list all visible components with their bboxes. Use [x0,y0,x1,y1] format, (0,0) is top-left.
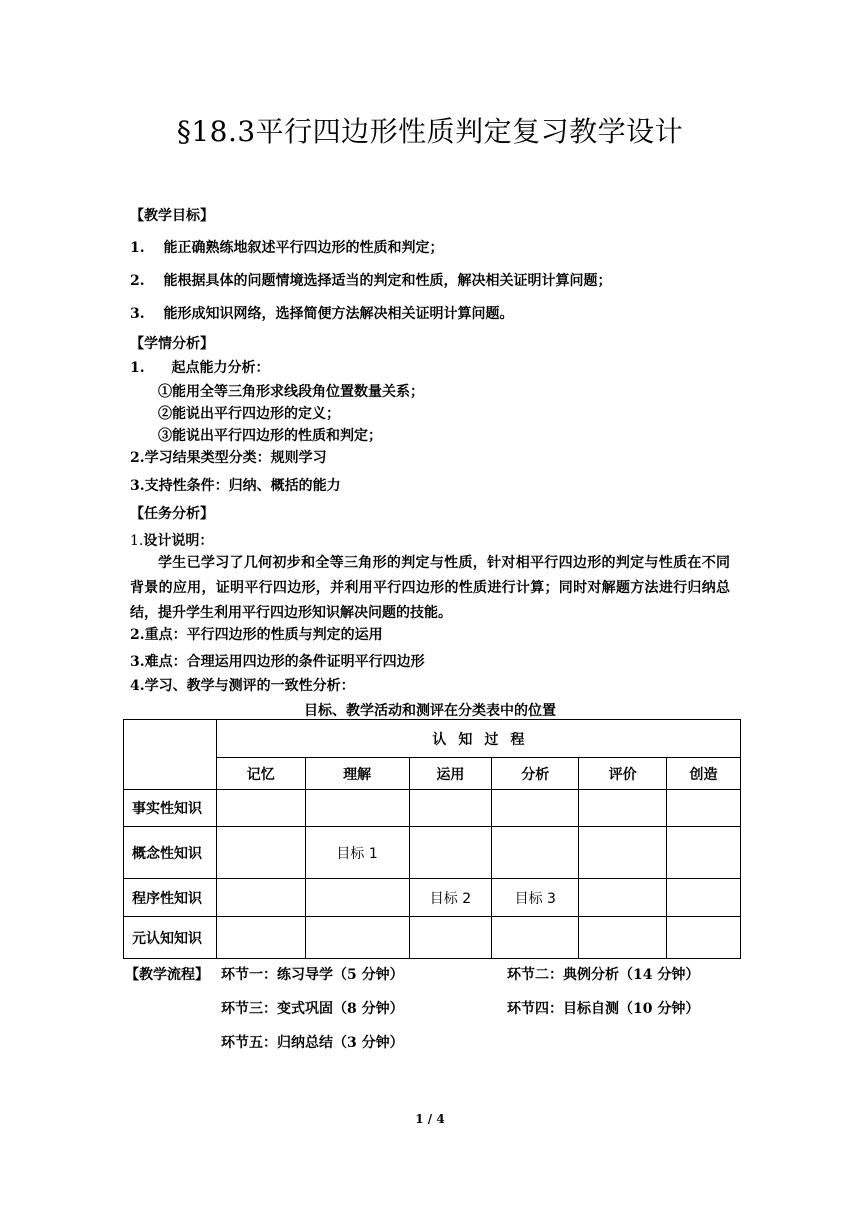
column-header: 分析 [492,758,579,790]
goal-text: 能根据具体的问题情境选择适当的判定和性质，解决相关证明计算问题； [163,273,612,289]
flow-step: 环节四：目标自测（10 分钟） [507,1001,700,1017]
table-row [124,827,741,879]
task-item-3: 3.难点：合理运用四边形的条件证明平行四边形 [130,654,425,670]
table-cell [667,790,741,827]
row-label: 元认知知识 [124,917,217,959]
design-description: 学生已学习了几何初步和全等三角形的判定与性质，针对相平行四边形的判定与性质在不同背景的应用，证明平行四边形，并利用平行四边形的性质进行计算；同时对解题方法进行归纳总结，提升学生利用平行四边形知识解决问题的技能。 [130,555,730,621]
table-cell [579,827,667,879]
flow-step: 环节五：归纳总结（3 分钟） [221,1035,404,1051]
column-header: 理解 [305,758,409,790]
table-cell: 目标 2 [409,879,492,917]
table-cell [579,917,667,959]
table-row [124,917,741,959]
learner-item-1 [130,357,270,377]
table-cell [305,790,409,827]
table-header-row [124,720,741,758]
table-cell [667,879,741,917]
document-title: §18.3平行四边形性质判定复习教学设计 [176,115,684,148]
column-header: 记忆 [216,758,305,790]
table-cell [305,879,409,917]
table-caption: 目标、教学活动和测评在分类表中的位置 [304,703,556,719]
table-cell [667,827,741,879]
page-number: 1 / 4 [415,1112,445,1126]
learner-subitem: ①能用全等三角形求线段角位置数量关系； [158,384,424,400]
task-heading: 【任务分析】 [130,506,214,522]
learner-item-2: 2.学习结果类型分类：规则学习 [130,450,327,466]
flow-step: 环节三：变式巩固（8 分钟） [221,1001,404,1017]
learner-item-3: 3.支持性条件：归纳、概括的能力 [130,478,341,494]
table-row [124,790,741,827]
column-header: 评价 [579,758,667,790]
table-column-header-row [124,758,741,790]
learner-item-number: 1. [130,360,145,376]
flow-heading: 【教学流程】 [125,967,209,983]
table-cell: 目标 3 [492,879,579,917]
table-cell [579,790,667,827]
table-cell [216,790,305,827]
table-cell [667,917,741,959]
flow-step: 环节二：典例分析（14 分钟） [507,967,700,983]
column-header: 运用 [409,758,492,790]
goal-text: 能形成知识网络，选择简便方法解决相关证明计算问题。 [163,306,514,322]
table-cell [409,827,492,879]
task-item-1 [130,530,213,550]
goal-text: 能正确熟练地叙述平行四边形的性质和判定； [163,240,444,256]
task-item-2: 2.重点：平行四边形的性质与判定的运用 [130,627,383,643]
table-cell [216,827,305,879]
goal-item [130,237,444,257]
row-label: 程序性知识 [124,879,217,917]
table-cell [492,917,579,959]
process-header: 认知过程 [216,720,740,758]
task-item-label: 设计说明： [143,533,214,549]
flow-step: 环节一：练习导学（5 分钟） [221,967,404,983]
goal-item [130,270,612,290]
table-cell: 目标 1 [305,827,409,879]
row-label: 概念性知识 [124,827,217,879]
taxonomy-table [123,719,741,959]
learner-item-text: 起点能力分析： [171,360,270,376]
learner-subitem: ③能说出平行四边形的性质和判定； [158,428,382,444]
goals-heading: 【教学目标】 [130,208,214,224]
row-label: 事实性知识 [124,790,217,827]
table-corner-cell [124,720,217,790]
table-cell [492,827,579,879]
learner-heading: 【学情分析】 [130,336,214,352]
task-item-4: 4.学习、教学与测评的一致性分析： [130,678,355,694]
table-cell [492,790,579,827]
table-cell [216,917,305,959]
column-header: 创造 [667,758,741,790]
goal-number: 2. [130,273,145,289]
table-row [124,879,741,917]
goal-number: 3. [130,306,145,322]
table-cell [216,879,305,917]
learner-subitem: ②能说出平行四边形的定义； [158,406,340,422]
table-cell [305,917,409,959]
goal-number: 1. [130,240,145,256]
task-item-number: 1. [130,533,144,549]
table-cell [409,917,492,959]
table-cell [409,790,492,827]
table-cell [579,879,667,917]
goal-item [130,303,514,323]
